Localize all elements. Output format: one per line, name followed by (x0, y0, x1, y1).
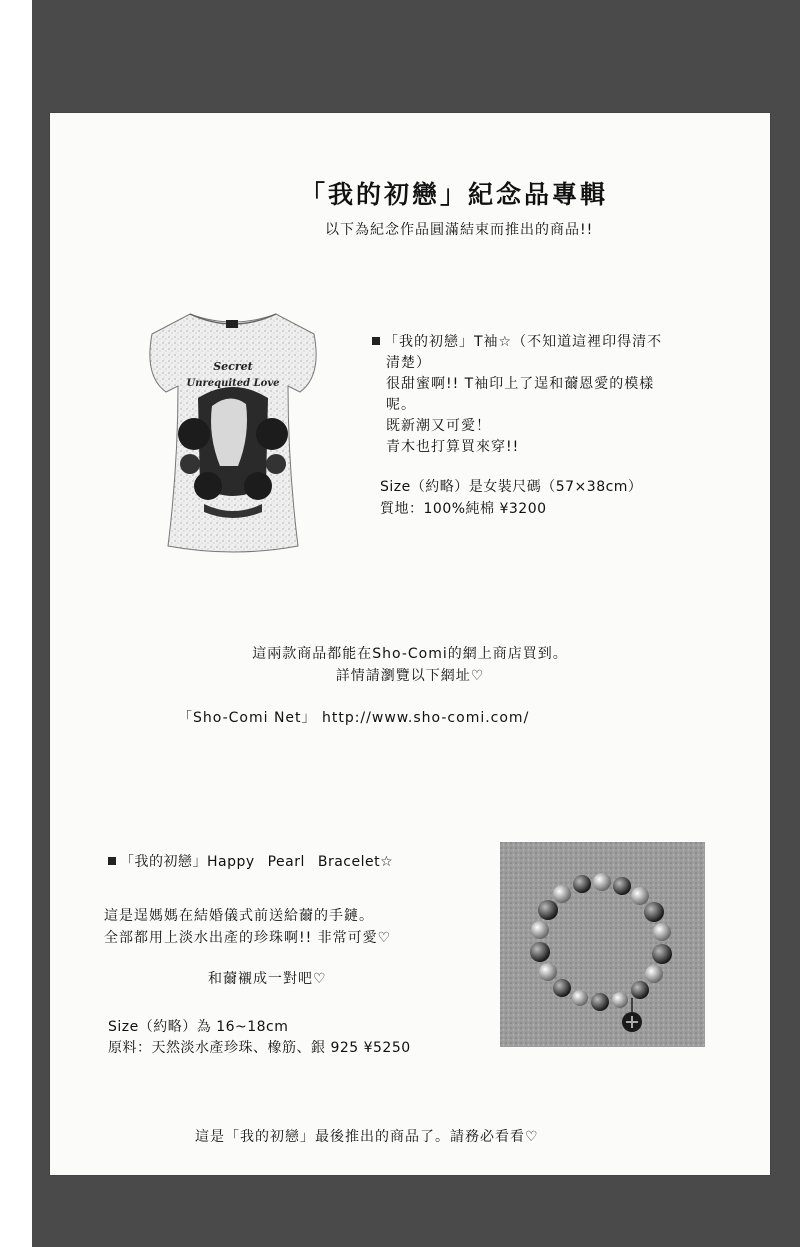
page-title: 「我的初戀」紀念品專輯 (300, 180, 609, 209)
bracelet-desc-line: 這是逞媽媽在結婚儀式前送給薾的手鏈。 (104, 908, 374, 924)
bullet-icon (108, 857, 116, 865)
bracelet-note: 和薾襯成一對吧♡ (208, 971, 327, 987)
bracelet-material: 原料：天然淡水產珍珠、橡筋、銀 925 ¥5250 (108, 1040, 411, 1056)
bracelet-image (500, 842, 705, 1047)
page-subtitle: 以下為紀念作品圓滿結束而推出的商品!! (325, 222, 594, 238)
tshirt-desc-line: 清楚） (386, 355, 431, 371)
bracelet-title (108, 851, 393, 871)
bracelet-description (104, 905, 391, 949)
tshirt-print-text-2: Unrequited Love (186, 378, 280, 389)
shop-url: 「Sho-Comi Net」 http://www.sho-comi.com/ (178, 710, 530, 726)
page-sheet (50, 113, 770, 1175)
tshirt-desc-line: 既新潮又可愛！ (386, 418, 491, 434)
tshirt-image (138, 306, 328, 554)
bracelet-title-text: 「我的初戀」Happy Pearl Bracelet☆ (120, 854, 394, 870)
footer-note: 這是「我的初戀」最後推出的商品了。請務必看看♡ (195, 1129, 539, 1145)
tshirt-desc-line: 呢。 (386, 397, 416, 413)
bullet-icon (372, 337, 380, 345)
tshirt-desc-line: 「我的初戀」T袖☆（不知道這裡印得清不 (384, 334, 663, 350)
bracelet-desc-line: 全部都用上淡水出產的珍珠啊!! 非常可愛♡ (104, 930, 392, 946)
bracelet-size: Size（約略）為 16~18cm (108, 1019, 289, 1035)
tshirt-desc-line: 很甜蜜啊!! T袖印上了逞和薾恩愛的模樣 (386, 376, 655, 392)
bracelet-spec (108, 1017, 411, 1059)
shop-line-1: 這兩款商品都能在Sho-Comi的網上商店買到。 (252, 646, 568, 662)
tshirt-description (372, 332, 742, 458)
shop-line-2: 詳情請瀏覽以下網址♡ (335, 668, 485, 684)
tshirt-size: Size（約略）是女裝尺碼（57×38cm） (380, 479, 643, 495)
tshirt-material: 質地：100%純棉 ¥3200 (380, 501, 547, 517)
tshirt-spec (380, 476, 642, 520)
shop-info (50, 643, 770, 687)
tshirt-print-text-1: Secret (213, 360, 253, 373)
left-margin (0, 0, 32, 1247)
tshirt-desc-line: 青木也打算買來穿!! (386, 439, 520, 455)
